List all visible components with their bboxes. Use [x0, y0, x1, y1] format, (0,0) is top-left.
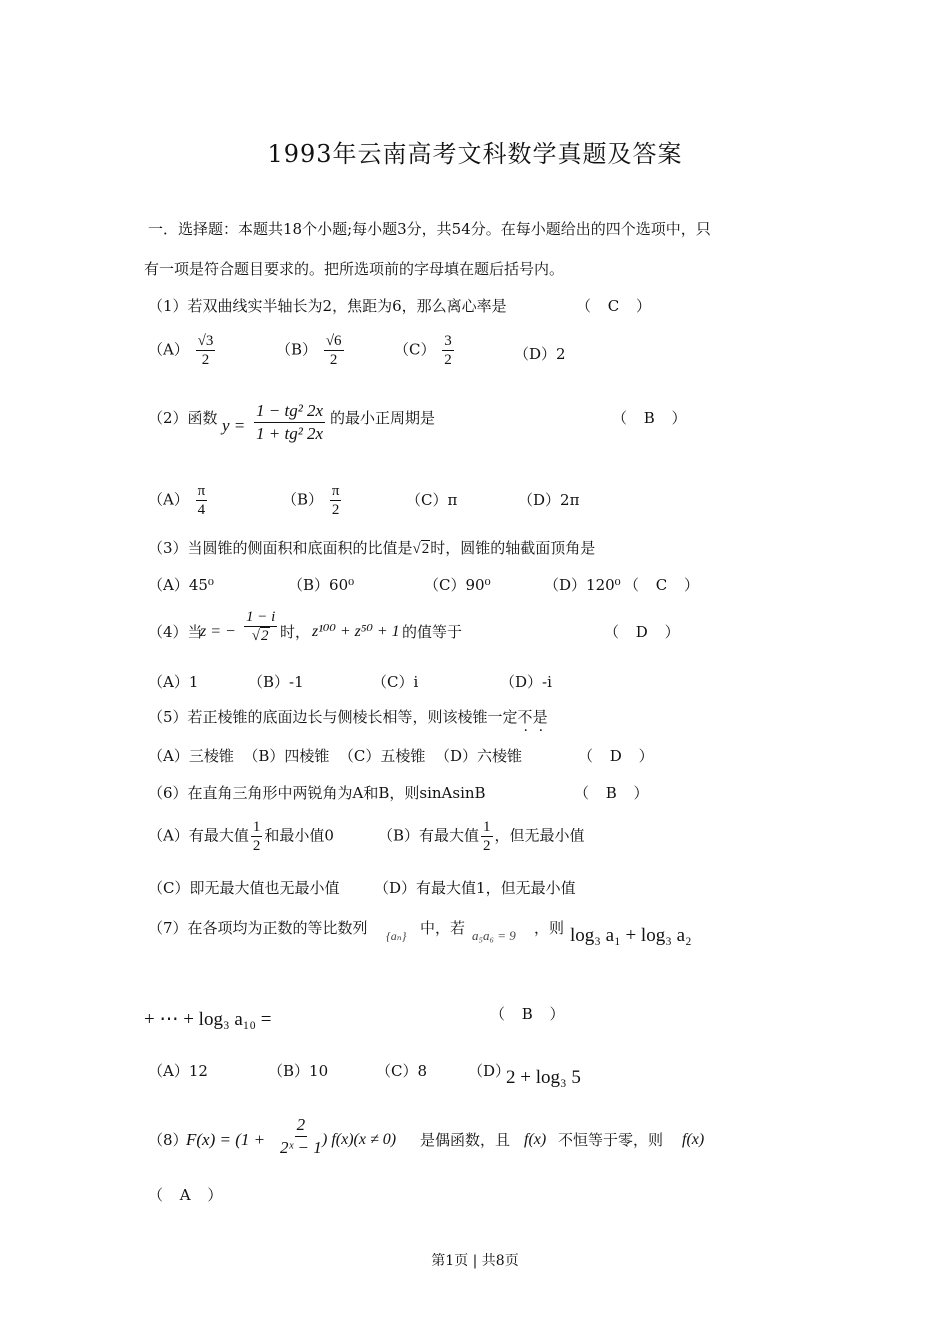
q7-expr-1: log₃ a₁ + log₃ a₂ — [570, 925, 692, 946]
q1-option-a-num: √3 — [197, 333, 214, 349]
q1-option-a-den: 2 — [201, 352, 210, 368]
q4-fraction: $\frac{1 - i}{√2}$ — [246, 609, 276, 644]
q7-seq: {aₙ} — [386, 929, 407, 943]
q4-num: 1 − i — [246, 609, 276, 625]
q6-answer: （ B ） — [574, 784, 655, 802]
q3-radicand: 2 — [421, 541, 430, 557]
q5-emphasis-1: 不 — [517, 708, 533, 726]
q1-text: （1）若双曲线实半轴长为2，焦距为6，那么离心率是 — [148, 297, 507, 315]
q8-num: 2 — [295, 1114, 308, 1137]
q3-text-post: 时，圆锥的轴截面顶角是 — [430, 539, 596, 557]
q2-num: 1 − tg² 2x — [254, 400, 325, 423]
q2-den: 1 + tg² 2x — [256, 424, 324, 443]
q4-prefix: （4）当 — [148, 623, 203, 641]
q2-y-eq: y = — [222, 416, 246, 435]
q8-fraction — [276, 1114, 326, 1159]
q8-f-pre: F(x) = (1 + — [186, 1130, 266, 1149]
page-footer: 第1页 | 共8页 — [431, 1253, 519, 1269]
q5-text-pre: （5）若正棱锥的底面边长与侧棱长相等，则该棱锥一定 — [148, 708, 518, 726]
page-title: 1993年云南高考文科数学真题及答案 — [267, 140, 683, 168]
q6-option-a-post: 和最小值0 — [264, 826, 334, 845]
q2-option-c: （C）π — [406, 491, 458, 509]
q2-option-b — [282, 482, 343, 528]
q1-answer: （ C ） — [576, 297, 658, 315]
q4-z-eq: z = − — [200, 623, 236, 640]
q3-option-a: （A）45⁰ — [148, 576, 214, 594]
q8-f-post: ) f(x)(x ≠ 0) — [322, 1131, 397, 1148]
intro-line-1: 一．选择题：本题共18个小题;每小题3分，共54分。在每小题给出的四个选项中，只 — [148, 220, 711, 238]
intro-line-2: 有一项是符合题目要求的。把所选项前的字母填在题后括号内。 — [144, 260, 565, 278]
q1-option-b-num: √6 — [325, 333, 342, 349]
q5-answer: （ D ） — [578, 747, 660, 765]
q3-text: （3）当圆锥的侧面积和底面积的比值是√2时，圆锥的轴截面顶角是 — [148, 539, 596, 557]
q1-option-b-label: （B） — [276, 340, 318, 359]
q5-options: （A）三棱锥 （B）四棱锥 （C）五棱锥 （D）六棱锥 — [148, 747, 522, 765]
q7-condition: a₅a₆ = 9 — [472, 928, 516, 943]
q2-option-a-label: （A） — [148, 490, 189, 509]
q8-label: （8） — [148, 1131, 188, 1149]
q2-option-a-den: 4 — [197, 502, 206, 518]
q6-option-a-pre: （A）有最大值 — [148, 826, 249, 845]
q1-option-c-den: 2 — [444, 352, 452, 368]
q4-option-d: （D）-i — [500, 673, 552, 691]
q2-suffix: 的最小正周期是 — [330, 409, 436, 427]
q2-option-a-num: π — [197, 483, 206, 499]
q8-fx-1: f(x) — [524, 1131, 547, 1148]
q3-text-pre: （3）当圆锥的侧面积和底面积的比值是 — [148, 539, 413, 557]
q4-option-c: （C）i — [372, 673, 419, 691]
q3-option-b: （B）60⁰ — [288, 576, 355, 594]
q2-option-a — [148, 482, 209, 528]
q6-option-b-den: 2 — [483, 838, 491, 854]
q4-mid: 时， — [280, 623, 311, 641]
q3-option-d: （D）120⁰ — [544, 576, 621, 594]
q4-den-radicand: 2 — [261, 628, 269, 644]
q8-text-2: 不恒等于零，则 — [558, 1131, 664, 1149]
q7-option-a: （A）12 — [148, 1062, 208, 1080]
q1-option-a-label: （A） — [148, 340, 189, 359]
q6-option-a-den: 2 — [252, 838, 261, 854]
q2-option-b-num: π — [331, 483, 340, 499]
q2-prefix: （2）函数 — [148, 409, 218, 427]
q1-option-c — [394, 332, 456, 378]
q1-option-b — [276, 332, 346, 378]
q6-option-a-num: 1 — [252, 819, 261, 835]
q6-option-d: （D）有最大值1，但无最小值 — [374, 879, 576, 897]
q6-option-b-post: ，但无最小值 — [494, 826, 585, 845]
q7-option-d-expr: 2 + log₃ 5 — [506, 1067, 581, 1088]
q2-answer: （ B ） — [612, 409, 693, 427]
q1-option-c-label: （C） — [394, 340, 436, 359]
q3-option-c: （C）90⁰ — [424, 576, 491, 594]
q8-fx-2: f(x) — [682, 1131, 705, 1148]
q6-option-b-num: 1 — [483, 819, 491, 835]
q6-option-a — [148, 818, 334, 864]
q5-text — [148, 707, 548, 727]
q4-answer: （ D ） — [604, 623, 686, 641]
q2-fraction — [252, 400, 327, 445]
q7-text-mid: 中，若 — [420, 919, 466, 937]
q4-option-a: （A）1 — [148, 673, 199, 691]
q7-text-pre: （7）在各项均为正数的等比数列 — [148, 919, 368, 937]
q6-option-b — [378, 818, 585, 864]
q6-text: （6）在直角三角形中两锐角为A和B，则sinAsinB — [148, 784, 486, 802]
q1-option-d: （D）2 — [514, 345, 566, 363]
q8-answer: （ A ） — [148, 1186, 229, 1204]
q7-option-c: （C）8 — [376, 1062, 428, 1080]
q4-expr: z¹⁰⁰ + z⁵⁰ + 1 — [312, 623, 400, 640]
q6-option-c: （C）即无最大值也无最小值 — [148, 879, 340, 897]
q7-option-b: （B）10 — [268, 1062, 329, 1080]
q3-answer: （ C ） — [624, 576, 706, 594]
q7-option-d-label: （D） — [468, 1062, 511, 1080]
q1-option-c-num: 3 — [444, 333, 452, 349]
q2-option-b-label: （B） — [282, 490, 324, 509]
q8-den: 2ˣ − 1 — [280, 1138, 322, 1157]
q8-text-1: 是偶函数，且 — [420, 1131, 511, 1149]
q7-answer: （ B ） — [490, 1005, 571, 1023]
q4-option-b: （B）-1 — [248, 673, 304, 691]
q2-option-d: （D）2π — [518, 491, 580, 509]
q2-option-b-den: 2 — [331, 502, 340, 518]
q4-suffix: 的值等于 — [402, 623, 463, 641]
q7-text-then: ，则 — [534, 919, 565, 937]
q6-option-b-pre: （B）有最大值 — [378, 826, 480, 845]
q5-emphasis-2: 是 — [532, 708, 548, 726]
q1-option-a — [148, 332, 217, 378]
q7-expr-2: + ⋯ + log₃ a₁₀ = — [144, 1009, 272, 1030]
q1-option-b-den: 2 — [329, 352, 338, 368]
